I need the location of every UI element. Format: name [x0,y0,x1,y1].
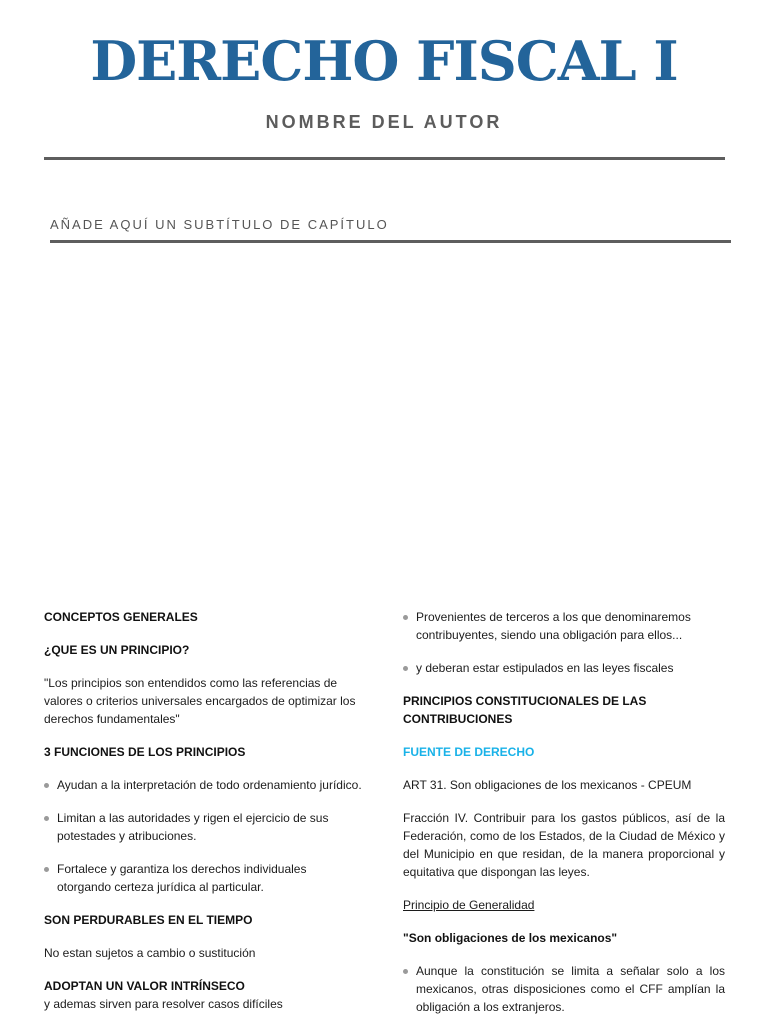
list-item-text: Limitan a las autoridades y rigen el ejercicio de sus potestades y atribuciones. [57,811,329,843]
list-item [403,608,725,644]
principle-quote: "Los principios son entendidos como las referencias de valores o criterios universales encargados de optimizar los derechos fundamentales" [44,676,356,726]
fraccion-iv-text: Fracción IV. Contribuir para los gastos públicos, así de la Federación, como de los Estados, de la Ciudad de México y del Municipio en que residan, de la manera proporcional y equitativa que dispongan las leyes. [403,811,725,879]
heading-que-es-principio: ¿QUE ES UN PRINCIPIO? [44,643,190,657]
list-item [403,962,725,1016]
heading-valor-intrinseco: ADOPTAN UN VALOR INTRÍNSECO [44,979,245,993]
list-item-text: Ayudan a la interpretación de todo ordenamiento jurídico. [57,778,362,792]
left-column [44,608,362,1028]
document-title: DERECHO FISCAL I [90,29,678,93]
bullet-icon [403,969,408,974]
list-item-text: y deberan estar estipulados en las leyes fiscales [416,661,674,675]
bullet-icon [44,867,49,872]
heading-funciones: 3 FUNCIONES DE LOS PRINCIPIOS [44,745,246,759]
heading-obligaciones: "Son obligaciones de los mexicanos" [403,931,618,945]
heading-conceptos-generales: CONCEPTOS GENERALES [44,610,198,624]
bullet-icon [403,666,408,671]
heading-perdurables: SON PERDURABLES EN EL TIEMPO [44,913,253,927]
chapter-subtitle: AÑADE AQUÍ UN SUBTÍTULO DE CAPÍTULO [50,217,389,232]
bullet-icon [44,783,49,788]
heading-fuente-de-derecho: FUENTE DE DERECHO [403,745,535,759]
bullet-icon [403,615,408,620]
list-item [44,776,362,794]
right-column [403,608,725,1031]
heading-principios-constitucionales: PRINCIPIOS CONSTITUCIONALES DE LAS CONTRIBUCIONES [403,694,647,726]
list-item [44,860,362,896]
bullet-icon [44,816,49,821]
title-divider [44,157,725,160]
perdurables-text: No estan sujetos a cambio o sustitución [44,946,256,960]
list-item [403,659,725,677]
list-item-text: Provenientes de terceros a los que denominaremos contribuyentes, siendo una obligación para ellos... [416,610,691,642]
principio-generalidad: Principio de Generalidad [403,898,535,912]
author-name: NOMBRE DEL AUTOR [265,112,503,132]
subtitle-divider [50,240,731,243]
art31-text: ART 31. Son obligaciones de los mexicanos - CPEUM [403,778,692,792]
list-item [44,809,362,845]
list-item-text: Aunque la constitución se limita a señalar solo a los mexicanos, otras disposiciones como el CFF amplían la obligación a los extranjeros. [416,964,725,1014]
list-item-text: Fortalece y garantiza los derechos individuales otorgando certeza jurídica al particular. [57,862,307,894]
valor-text: y ademas sirven para resolver casos difíciles [44,997,283,1011]
